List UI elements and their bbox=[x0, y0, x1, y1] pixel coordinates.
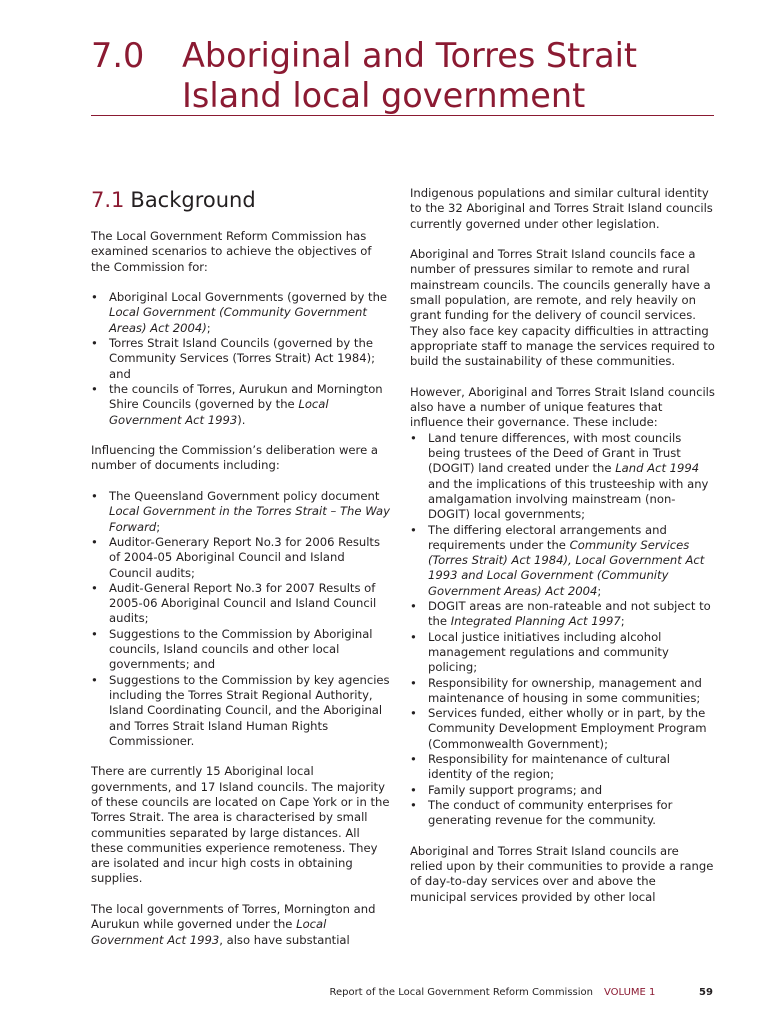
paragraph bbox=[91, 902, 391, 948]
bullet-icon: • bbox=[410, 782, 417, 797]
list-item bbox=[91, 673, 391, 749]
text-run: The local governments of Torres, Mornington and Aurukun while governed under the bbox=[91, 902, 376, 932]
act-name: Land Act 1994 bbox=[615, 461, 700, 476]
bullet-list bbox=[91, 489, 391, 749]
bullet-list bbox=[410, 431, 715, 829]
bullet-icon: • bbox=[91, 580, 98, 595]
text-run: Auditor-Generary Report No.3 for 2006 Results of 2004-05 Aboriginal Council and Island Council audits; bbox=[109, 534, 381, 580]
section-number: 7.1 bbox=[91, 188, 125, 212]
list-item bbox=[91, 382, 391, 428]
text-run: Suggestions to the Commission by key agencies including the Torres Strait Regional Authority, Island Coordinating Council, and the Aboriginal and Torres Strait Island Human Rights Commissioner. bbox=[109, 672, 390, 748]
bullet-icon: • bbox=[410, 675, 417, 690]
text-run: ; bbox=[156, 519, 161, 534]
text-run: Torres Strait Island Councils (governed by the Community Services (Torres Strait) Act 1984); and bbox=[109, 336, 376, 381]
text-run: Audit-General Report No.3 for 2007 Results of 2005-06 Aboriginal Council and Island Council audits; bbox=[109, 580, 377, 626]
list-item bbox=[410, 523, 715, 599]
paragraph: Indigenous populations and similar cultural identity to the 32 Aboriginal and Torres Strait Island councils currently governed under other legislation. bbox=[410, 186, 713, 231]
list-item bbox=[91, 290, 391, 336]
act-name: Community Services (Torres Strait) Act 1984), Local Government Act 1993 and Local Government (Community Government Areas) Act 2004 bbox=[428, 537, 705, 598]
list-item bbox=[91, 627, 391, 673]
text-run: Services funded, either wholly or in part, by the Community Development Employment Program (Commonwealth Government); bbox=[428, 706, 707, 751]
paragraph: There are currently 15 Aboriginal local governments, and 17 Island councils. The majority of these councils are located on Cape York or in the Torres Strait. The area is characterised by small communities separated by large distances. All these communities experience remoteness. They are isolated and incur high costs in obtaining supplies. bbox=[91, 764, 390, 886]
text-run: Responsibility for ownership, management and maintenance of housing in some communities; bbox=[428, 675, 702, 705]
list-item bbox=[410, 798, 715, 829]
bullet-icon: • bbox=[410, 797, 417, 812]
text-run: Land tenure differences, with most councils being trustees of the Deed of Grant in Trust (DOGIT) land created under the bbox=[428, 430, 682, 476]
footer-volume: VOLUME 1 bbox=[604, 987, 656, 998]
chapter-title-line-1: Aboriginal and Torres Strait bbox=[182, 36, 638, 75]
text-run: DOGIT areas are non-rateable and not subject to the bbox=[428, 599, 711, 629]
chapter-number: 7.0 bbox=[91, 36, 145, 75]
bullet-icon: • bbox=[410, 430, 417, 445]
text-run: ; bbox=[597, 583, 602, 598]
act-name: Local Government in the Torres Strait – The Way Forward bbox=[109, 504, 390, 534]
list-item bbox=[410, 752, 715, 783]
text-run: The differing electoral arrangements and requirements under the bbox=[428, 522, 667, 552]
right-column bbox=[410, 186, 715, 920]
paragraph: The Local Government Reform Commission has examined scenarios to achieve the objectives of the Commission for: bbox=[91, 229, 372, 274]
text-run: and the implications of this trusteeship with any amalgamation involving mainstream (non-DOGIT) local governments; bbox=[428, 476, 709, 522]
act-name: Local Government Act 1993 bbox=[109, 397, 329, 427]
bullet-icon: • bbox=[91, 290, 98, 305]
chapter-title-line-2: Island local government bbox=[182, 76, 586, 115]
footer-report-title: Report of the Local Government Reform Commission bbox=[329, 987, 593, 998]
text-run: Family support programs; and bbox=[428, 782, 603, 797]
text-run: Aboriginal Local Governments (governed by the bbox=[109, 290, 388, 305]
section-title: Background bbox=[130, 188, 256, 212]
bullet-icon: • bbox=[410, 706, 417, 721]
bullet-icon: • bbox=[91, 672, 98, 687]
text-run: Suggestions to the Commission by Aboriginal councils, Island councils and other local governments; and bbox=[109, 626, 373, 672]
bullet-icon: • bbox=[91, 534, 98, 549]
list-item bbox=[410, 599, 715, 630]
act-name: Integrated Planning Act 1997 bbox=[450, 614, 621, 629]
list-item bbox=[91, 336, 391, 382]
bullet-list bbox=[91, 290, 391, 428]
bullet-icon: • bbox=[91, 626, 98, 641]
title-rule bbox=[91, 115, 714, 116]
list-item bbox=[91, 489, 391, 535]
left-column bbox=[91, 186, 391, 963]
text-run: The Queensland Government policy document bbox=[109, 489, 380, 504]
paragraph: Influencing the Commission’s deliberation were a number of documents including: bbox=[91, 443, 378, 473]
paragraph: However, Aboriginal and Torres Strait Island councils also have a number of unique features that influence their governance. These include: bbox=[410, 384, 715, 430]
text-run: The conduct of community enterprises for generating revenue for the community. bbox=[428, 797, 673, 828]
section-heading bbox=[91, 186, 391, 214]
list-item bbox=[410, 676, 715, 707]
text-run: Local justice initiatives including alcohol management regulations and community policing; bbox=[428, 629, 669, 675]
page-number: 59 bbox=[699, 987, 713, 998]
list-item bbox=[410, 706, 715, 752]
chapter-title bbox=[91, 36, 731, 116]
bullet-icon: • bbox=[91, 489, 98, 504]
paragraph: Aboriginal and Torres Strait Island councils face a number of pressures similar to remote and rural mainstream councils. The councils generally have a small population, are remote, and rely heavily on grant funding for the delivery of council services. They also face key capacity difficulties in attracting appropriate staff to manage the services required to build the sustainability of these communities. bbox=[410, 247, 715, 369]
list-item bbox=[410, 630, 715, 676]
page-footer bbox=[0, 986, 768, 1000]
bullet-icon: • bbox=[410, 751, 417, 766]
text-run: ; bbox=[620, 614, 625, 629]
text-run: Responsibility for maintenance of cultural identity of the region; bbox=[428, 751, 670, 782]
act-name: Local Government Act 1993 bbox=[91, 917, 327, 947]
list-item bbox=[410, 431, 715, 523]
bullet-icon: • bbox=[91, 381, 98, 396]
act-name: Local Government (Community Government Areas) Act 2004) bbox=[109, 305, 367, 335]
text-run: , also have substantial bbox=[219, 932, 350, 947]
list-item bbox=[91, 535, 391, 581]
text-run: ). bbox=[237, 412, 246, 427]
text-run: ; bbox=[206, 320, 211, 335]
bullet-icon: • bbox=[410, 629, 417, 644]
bullet-icon: • bbox=[91, 336, 98, 351]
bullet-icon: • bbox=[410, 522, 417, 537]
list-item bbox=[91, 581, 391, 627]
paragraph: Aboriginal and Torres Strait Island councils are relied upon by their communities to provide a range of day-to-day services over and above the municipal services provided by other local bbox=[410, 843, 714, 904]
text-run: the councils of Torres, Aurukun and Mornington Shire Councils (governed by the bbox=[109, 381, 383, 412]
list-item bbox=[410, 783, 715, 798]
bullet-icon: • bbox=[410, 599, 417, 614]
